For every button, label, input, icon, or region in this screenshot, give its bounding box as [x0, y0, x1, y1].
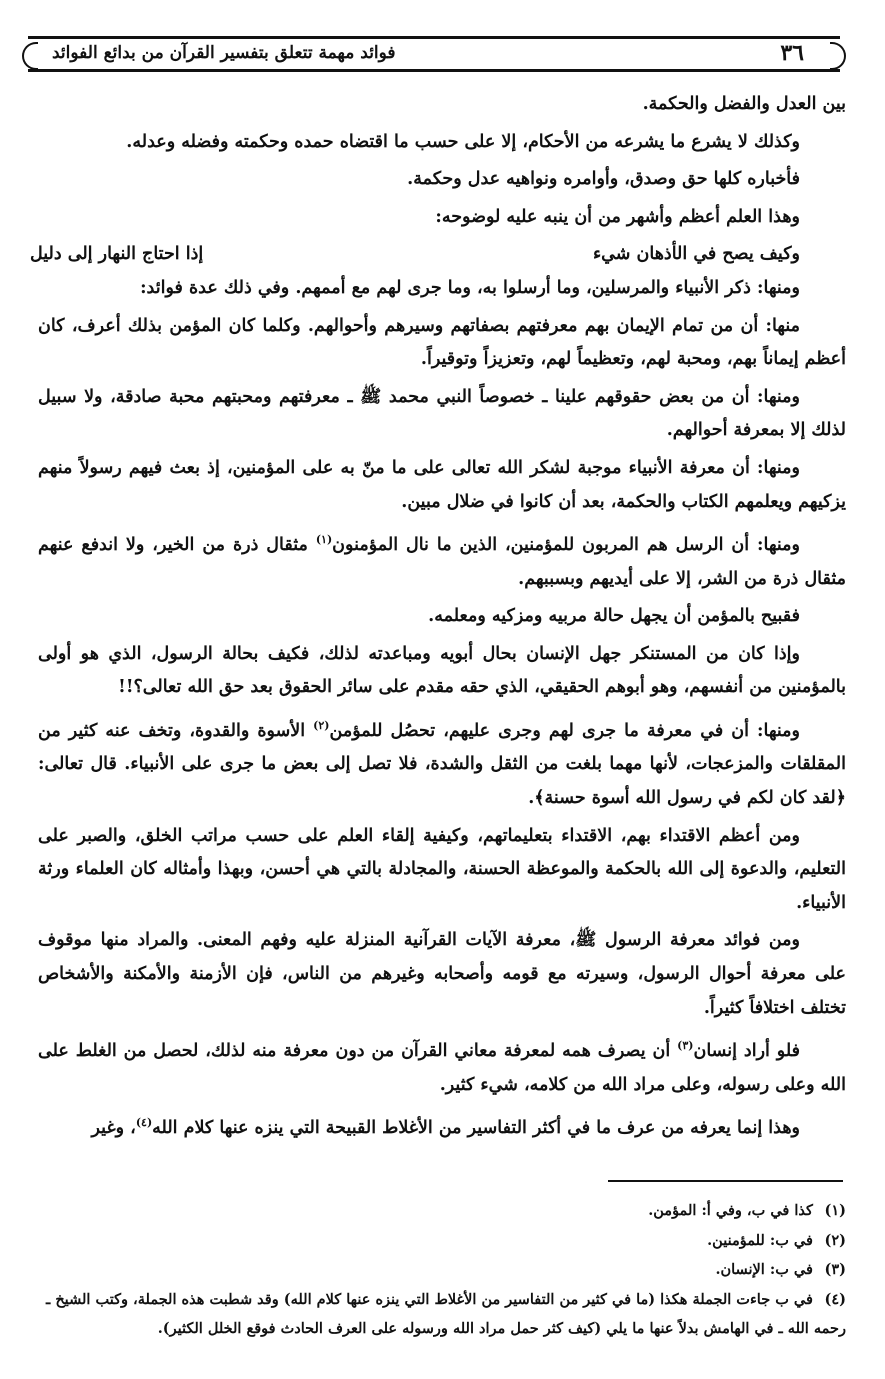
footnote-text: في ب: للمؤمنين.	[707, 1231, 813, 1249]
paragraph: فقبيح بالمؤمن أن يجهل حالة مربيه ومزكيه ومعلمه.	[428, 606, 800, 627]
footnotes	[38, 1196, 846, 1344]
paragraph-text: ، وغير	[91, 1117, 136, 1138]
footnote-text: كذا في ب، وفي أ: المؤمن.	[648, 1202, 813, 1219]
paragraph-text: ومنها: أن في معرفة ما جرى لهم وجرى عليهم، تحصُل للمؤمن	[329, 720, 800, 741]
paragraph	[38, 1106, 846, 1145]
footnote-ref[interactable]: (١)	[315, 533, 333, 547]
paragraph: ومن أعظم الاقتداء بهم، الاقتداء بتعليماتهم، وكيفية إلقاء العلم على حسب مراتب الخلق، والصبر على التعليم، والدعوة إلى الله بالحكمة والموعظة الحسنة، والمجادلة بالتي هي أحسن، وبهذا وأمثاله كان العلماء ورثة الأنبياء.	[38, 825, 846, 913]
paragraph-text: أن يصرف همه لمعرفة معاني القرآن من دون معرفة منه لذلك، لحصل من الغلط على الله وعلى رسوله، وعلى مراد الله من كلامه، شيء كثير.	[38, 1040, 846, 1095]
footnote-number: (٢)	[824, 1231, 846, 1249]
poetry-verse	[30, 238, 800, 272]
paragraph: وكذلك لا يشرع ما يشرعه من الأحكام، إلا على حسب ما اقتضاه حمده وحكمته وفضله وعدله.	[126, 131, 800, 152]
paragraph-text: ومنها: أن الرسل هم المربون للمؤمنين، الذين ما نال المؤمنون	[332, 534, 800, 555]
verse-second-hemistich: إذا احتاج النهار إلى دليل	[30, 244, 204, 265]
footnote-text: في ب: الإنسان.	[715, 1261, 813, 1278]
footnote-separator	[608, 1180, 843, 1182]
paragraph	[38, 523, 846, 596]
paragraph: بين العدل والفضل والحكمة.	[642, 94, 846, 114]
paragraph: ومنها: أن معرفة الأنبياء موجبة لشكر الله تعالى على ما منّ به على المؤمنين، إذ بعث فيهم رسولاً منهم يزكيهم ويعلمهم الكتاب والحكمة، بعد أن كانوا في ضلال مبين.	[38, 457, 846, 512]
footnote-number: (٤)	[824, 1290, 846, 1308]
footnote-ref[interactable]: (٢)	[313, 718, 330, 732]
footnote-text: في ب جاءت الجملة هكذا (ما في كثير من التفاسير من الأغلاط التي ينزه عنها كلام الله) وقد شطبت هذه الجملة، وكتب الشيخ ـ	[46, 1290, 813, 1308]
main-text	[30, 88, 846, 1150]
paragraph: ومنها: ذكر الأنبياء والمرسلين، وما أرسلوا به، وما جرى لهم مع أممهم. وفي ذلك عدة فوائد:	[140, 277, 800, 298]
footnote-number: (٣)	[824, 1261, 846, 1278]
paragraph-text: فلو أراد إنسان	[693, 1040, 800, 1061]
running-title: فوائد مهمة تتعلق بتفسير القرآن من بدائع الفوائد	[52, 43, 396, 63]
paragraph	[38, 709, 846, 816]
paragraph: وهذا العلم أعظم وأشهر من أن ينبه عليه لوضوحه:	[435, 206, 800, 227]
paragraph: فأخباره كلها حق وصدق، وأوامره ونواهيه عدل وحكمة.	[407, 169, 800, 190]
footnote-4-continued: رحمه الله ـ في الهامش بدلاً عنها ما يلي (كيف كثر حمل مراد الله ورسوله على العرف الحادث فوقع الخلل الكثير).	[157, 1320, 846, 1337]
footnote-1	[38, 1196, 846, 1226]
footnote-ref[interactable]: (٤)	[135, 1116, 153, 1130]
page-number: ٣٦	[780, 40, 804, 66]
paragraph: ومن فوائد معرفة الرسول ﷺ، معرفة الآيات القرآنية المنزلة عليه وفهم المعنى. والمراد منها موقوف على معرفة أحوال الرسول، وسيرته مع قومه وأصحابه وغيرهم من الناس، فإن الأزمنة والأمكنة والأشخاص تختلف اختلافاً كثيراً.	[38, 930, 846, 1018]
footnote-ref[interactable]: (٣)	[677, 1039, 694, 1053]
paragraph: منها: أن من تمام الإيمان بهم معرفتهم بصفاتهم وسيرهم وأحوالهم. وكلما كان المؤمن بذلك أعرف، كان أعظم إيماناً بهم، ومحبة لهم، وتعظيماً لهم، وتعزيزاً وتوقيراً.	[38, 315, 846, 370]
paragraph-text: الأسوة والقدوة، وتخف عنه كثير من المقلقات والمزعجات، لأنها مهما بلغت من الثقل والشدة، فلا تصل إلى بعض ما جرى على الأنبياء. قال تعالى: ﴿لقد كان لكم في رسول الله أسوة حسنة﴾.	[38, 720, 846, 808]
footnote-2	[38, 1226, 846, 1256]
paragraph-text: مثقال ذرة من الخير، ولا اندفع عنهم مثقال ذرة من الشر، إلا على أيديهم وبسببهم.	[38, 534, 846, 589]
footnote-number: (١)	[824, 1202, 846, 1219]
footnote-3	[38, 1255, 846, 1285]
paragraph-text: وهذا إنما يعرفه من عرف ما في أكثر التفاسير من الأغلاط القبيحة التي ينزه عنها كلام الله	[152, 1117, 800, 1138]
paragraph: ومنها: أن من بعض حقوقهم علينا ـ خصوصاً النبي محمد ﷺ ـ معرفتهم ومحبتهم محبة صادقة، ولا سبيل لذلك إلا بمعرفة أحوالهم.	[38, 386, 846, 441]
running-header	[28, 36, 840, 72]
paragraph	[38, 1029, 846, 1102]
paragraph: وإذا كان من المستنكر جهل الإنسان بحال أبويه ومباعدته لذلك، فكيف بحالة الرسول، الذي هو أولى بالمؤمنين من أنفسهم، وهو أبوهم الحقيقي، الذي حقه مقدم على سائر الحقوق بعد حق الله تعالى؟!!	[38, 643, 846, 698]
footnote-4	[38, 1285, 846, 1315]
verse-first-hemistich: وكيف يصح في الأذهان شيء	[592, 244, 800, 265]
